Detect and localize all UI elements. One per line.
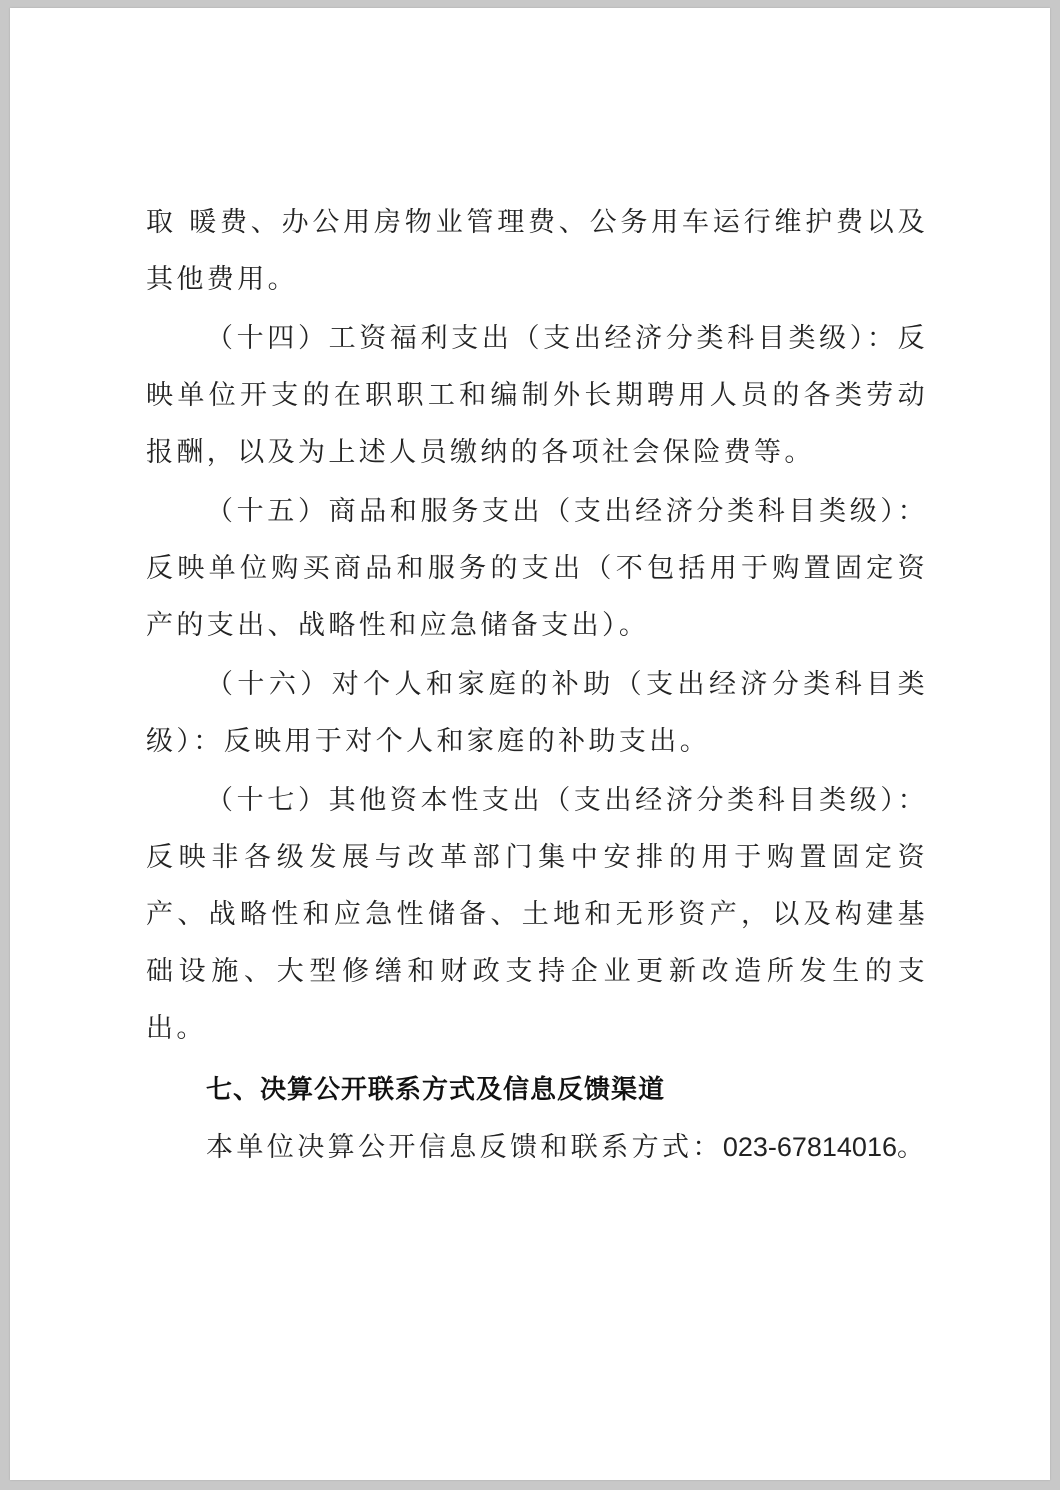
contact-suffix: 。 bbox=[896, 1132, 928, 1163]
paragraph-item-14: （十四）工资福利支出（支出经济分类科目类级）：反映单位开支的在职职工和编制外长期聘用人员的各类劳动报酬，以及为上述人员缴纳的各项社会保险费等。 bbox=[146, 323, 928, 468]
contact-phone: 023-67814016 bbox=[722, 1132, 897, 1162]
paragraph-item-15: （十五）商品和服务支出（支出经济分类科目类级）：反映单位购买商品和服务的支出（不包括用于购置固定资产的支出、战略性和应急储备支出）。 bbox=[146, 496, 928, 641]
paragraph-item-17: （十七）其他资本性支出（支出经济分类科目类级）：反映非各级发展与改革部门集中安排的用于购置固定资产、战略性和应急性储备、土地和无形资产，以及构建基础设施、大型修缮和财政支持企业更新改造所发生的支出。 bbox=[146, 785, 928, 1044]
document-page bbox=[10, 8, 1050, 1480]
document-body bbox=[146, 194, 928, 1176]
contact-label: 本单位决算公开信息反馈和联系方式： bbox=[206, 1132, 723, 1163]
paragraph-item-16: （十六）对个人和家庭的补助（支出经济分类科目类级）：反映用于对个人和家庭的补助支出。 bbox=[146, 669, 928, 757]
section-heading: 七、决算公开联系方式及信息反馈渠道 bbox=[206, 1075, 666, 1105]
paragraph-continuation: 取 暖费、办公用房物业管理费、公务用车运行维护费以及其他费用。 bbox=[146, 207, 928, 295]
contact-line bbox=[146, 1119, 928, 1176]
